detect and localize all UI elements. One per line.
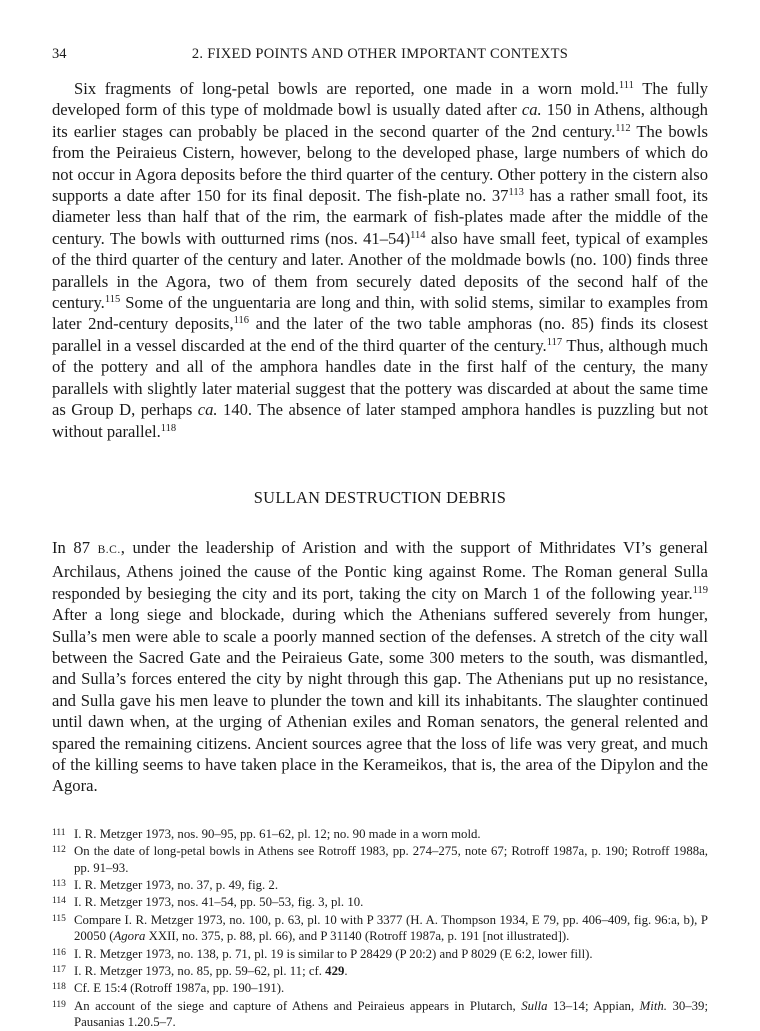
footnote-112: 112 On the date of long-petal bowls in Athens see Rotroff 1983, pp. 274–275, note 67; Rotroff 1987a, p. 190; Rotroff 1988a, pp. 91–93. [52, 844, 708, 875]
footnotes [52, 825, 708, 1031]
running-title: 2. FIXED POINTS AND OTHER IMPORTANT CONTEXTS [191, 46, 569, 62]
footnote-116: 116 I. R. Metzger 1973, no. 138, p. 71, pl. 19 is similar to P 28429 (P 20:2) and P 8029 (E 6:2, lower fill). [52, 946, 593, 961]
footnote-ref-117[interactable]: 117 [546, 336, 563, 348]
footnote-ref-115[interactable]: 115 [104, 294, 121, 306]
page-number: 34 [52, 46, 67, 62]
footnote-113: 113 I. R. Metzger 1973, no. 37, p. 49, fig. 2. [52, 878, 279, 892]
paragraph-sullan-destruction: In 87 B.C., under the leadership of Aristion and with the support of Mithridates VI’s general Archilaus, Athens joined the cause of the Pontic king against Rome. The Roman general Sulla responded by besieging the city and its port, taking the city on March 1 of the following year.$^{119}$ After a long siege and blockade, during which the Athenians suffered severely from hunger, Sulla’s men were able to scale a poorly manned section of the defenses. A stretch of the city wall between the Sacred Gate and the Peiraieus Gate, some 300 meters to the south, was dismantled, and Sulla’s forces entered the city by night through this gap. The Athenians put up no resistance, and Sulla gave his men leave to plunder the town and kill its inhabitants. The slaughter continued until dawn when, at the urging of Athenian exiles and Roman senators, the general relented and spared the remaining citizens. Ancient sources agree that the loss of life was very great, and much of the killing seems to have taken place in the Kerameikos, that is, the area of the Dipylon and the Agora. [52, 537, 709, 796]
footnote-ref-114[interactable]: 114 [410, 229, 426, 241]
section-heading: SULLAN DESTRUCTION DEBRIS [253, 487, 507, 507]
paragraph-peiraieus-cistern: Six fragments of long-petal bowls are reported, one made in a worn mold.$^{111}$ The fully developed form of this type of moldmade bowl is usually dated after ca. 150 in Athens, although its earlier stages can probably be placed in the second quarter of the 2nd century.$^{112}$ The bowls from the Peiraieus Cistern, however, belong to the developed phase, large numbers of which do not occur in Agora deposits before the third quarter of the century. Other pottery in the cistern also supports a date after 150 for its final deposit. The fish-plate no. $37^{113}$ has a rather small foot, its diameter less than half that of the rim, the earmark of fish-plates made after the middle of the century. The bowls with outturned rims (nos. 41–54)$^{114}$ also have small feet, typical of examples of the third quarter of the century and later. Another of the moldmade bowls (no. 100) finds three parallels in the Agora, two of them from securely dated deposits of the second half of the century.$^{115}$ Some of the unguentaria are long and thin, with solid stems, similar to examples from later 2nd-century deposits,$^{116}$ and the later of the two table amphoras (no. 85) finds its closest parallel in a vessel discarded at the end of the third quarter of the century.$^{117}$ Thus, although much of the pottery and all of the amphora handles date in the first half of the century, the many parallels with slightly later material suggest that the pottery was discarded at about the same time as Group D, perhaps ca. 140. The absence of later stamped amphora handles is puzzling but not without parallel.$^{118}$ [52, 79, 709, 441]
footnote-117: 117 I. R. Metzger 1973, no. 85, pp. 59–62, pl. 11; cf. 429. [52, 964, 348, 979]
footnote-ref-112[interactable]: 112 [615, 122, 631, 134]
footnote-111: 111 I. R. Metzger 1973, nos. 90–95, pp. 61–62, pl. 12; no. 90 made in a worn mold. [52, 826, 481, 841]
footnote-119: 119 An account of the siege and capture of Athens and Peiraieus appears in Plutarch, Sulla 13–14; Appian, Mith. 30–39; Pausanias 1.20.5–7. [52, 998, 709, 1030]
footnote-ref-116[interactable]: 116 [233, 315, 249, 327]
page [52, 46, 708, 1031]
footnote-ref-111[interactable]: 111 [618, 80, 634, 91]
footnote-ref-118[interactable]: 118 [160, 422, 177, 434]
footnote-114: 114 I. R. Metzger 1973, nos. 41–54, pp. 50–53, fig. 3, pl. 10. [52, 895, 364, 910]
footnote-ref-113[interactable]: 113 [508, 187, 524, 199]
footnote-ref-119[interactable]: 119 [692, 584, 708, 596]
footnote-118: 118 Cf. E 15:4 (Rotroff 1987a, pp. 190–191). [52, 981, 285, 996]
page-header [52, 46, 708, 68]
footnote-115: 115 Compare I. R. Metzger 1973, no. 100, p. 63, pl. 10 with P 3377 (H. A. Thompson 1934, E 79, pp. 406–409, fig. 96:a, b), P 20050 (Agora XXII, no. 375, p. 88, pl. 66), and P 31140 (Rotroff 1987a, p. 191 [not illustrated]). [52, 912, 708, 944]
